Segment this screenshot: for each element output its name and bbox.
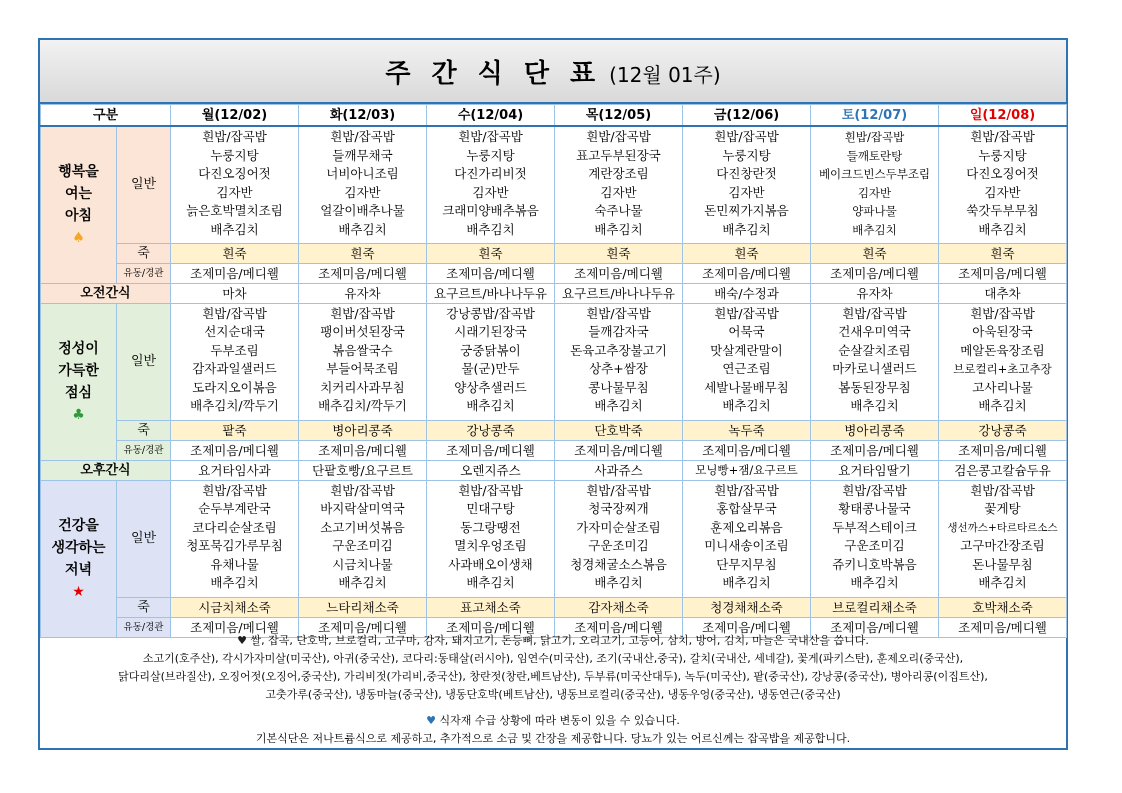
menu-cell: 흰밥/잡곡밥 누룽지탕 다진가리비젓 김자반 크래미양배추볶음 배추김치 [427,126,555,243]
snack-cell: 대추차 [939,283,1067,303]
drink-label: 유동/경관 [117,617,171,637]
juk-cell: 병아리콩죽 [811,420,939,440]
drink-cell: 조제미음/메디웰 [427,440,555,460]
juk-cell: 흰죽 [555,243,683,263]
header-row [41,105,1067,127]
drink-cell: 조제미음/메디웰 [683,617,811,637]
drink-cell: 조제미음/메디웰 [555,617,683,637]
menu-cell: 흰밥/잡곡밥 아욱된장국 메알돈육장조림 브로컬리+초고추장 고사리나물 배추김치 [939,303,1067,420]
lunch-drink-row [41,440,1067,460]
change-note: ♥ 식자재 수급 상황에 따라 변동이 있을 수 있습니다. [426,714,680,727]
drink-cell: 조제미음/메디웰 [299,263,427,283]
juk-cell: 흰죽 [427,243,555,263]
day-header-sunday: 일(12/08) [939,105,1067,127]
menu-cell: 흰밥/잡곡밥 황태콩나물국 두부적스테이크 구운조미김 쥬키니호박볶음 배추김치 [811,480,939,597]
heart-icon: ♥ [426,714,436,727]
club-icon: ♣ [72,406,85,423]
title-bar [40,40,1066,104]
drink-cell: 조제미음/메디웰 [811,263,939,283]
pm-snack-label: 오후간식 [41,460,171,480]
day-header-saturday: 토(12/07) [811,105,939,127]
juk-label: 죽 [117,420,171,440]
menu-cell: 흰밥/잡곡밥 들깨토란탕 베이크드빈스두부조림 김자반 양파나물 배추김치 [811,126,939,243]
juk-cell: 감자채소죽 [555,597,683,617]
menu-cell: 강낭콩밥/잡곡밥 시래기된장국 궁중닭볶이 물(군)만두 양상추샐러드 배추김치 [427,303,555,420]
menu-cell: 흰밥/잡곡밥 들깨무채국 너비아니조림 김자반 얼갈이배추나물 배추김치 [299,126,427,243]
drink-cell: 조제미음/메디웰 [299,440,427,460]
dinner-label: 건강을 생각하는 저녁 ★ [41,480,117,637]
pm-snack-row [41,460,1067,480]
menu-cell: 흰밥/잡곡밥 어묵국 맛살계란말이 연근조림 세발나물배무침 배추김치 [683,303,811,420]
snack-cell: 배숙/수정과 [683,283,811,303]
origin-note: 고춧가루(중국산), 냉동마늘(중국산), 냉동단호박(베트남산), 냉동브로컬리(중국산), 냉동우엉(중국산), 냉동연근(중국산) [265,688,841,701]
day-header: 금(12/06) [683,105,811,127]
general-label: 일반 [117,303,171,420]
drink-cell: 조제미음/메디웰 [171,617,299,637]
juk-cell: 흰죽 [939,243,1067,263]
menu-frame [38,38,1068,750]
heart-icon: ♥ [237,634,247,647]
breakfast-drink-row [41,263,1067,283]
lunch-juk-row [41,420,1067,440]
drink-cell: 조제미음/메디웰 [299,617,427,637]
star-icon: ★ [72,583,85,600]
am-snack-row [41,283,1067,303]
juk-cell: 병아리콩죽 [299,420,427,440]
snack-cell: 유자차 [299,283,427,303]
drink-label: 유동/경관 [117,263,171,283]
menu-cell: 흰밥/잡곡밥 들깨감자국 돈육고추장불고기 상추+쌈장 콩나물무침 배추김치 [555,303,683,420]
snack-cell: 사과쥬스 [555,460,683,480]
juk-cell: 팥죽 [171,420,299,440]
juk-cell: 시금치채소죽 [171,597,299,617]
menu-cell: 흰밥/잡곡밥 민대구탕 동그랑땡전 멸치우엉조림 사과배오이생채 배추김치 [427,480,555,597]
page-title: 주 간 식 단 표 [385,59,602,89]
drink-cell: 조제미음/메디웰 [811,440,939,460]
juk-cell: 호박채소죽 [939,597,1067,617]
juk-cell: 브로컬리채소죽 [811,597,939,617]
lunch-general-row [41,303,1067,420]
menu-cell: 흰밥/잡곡밥 누룽지탕 다진창란젓 김자반 돈민찌가지볶음 배추김치 [683,126,811,243]
menu-cell: 흰밥/잡곡밥 바지락살미역국 소고기버섯볶음 구운조미김 시금치나물 배추김치 [299,480,427,597]
menu-cell: 흰밥/잡곡밥 꽃게탕 생선까스+타르타르소스 고구마간장조림 돈나물무침 배추김치 [939,480,1067,597]
drink-cell: 조제미음/메디웰 [555,263,683,283]
week-label: (12월 01주) [609,63,721,87]
snack-cell: 요구르트/바나나두유 [555,283,683,303]
breakfast-label: 행복을 여는 아침 ♠ [41,126,117,283]
juk-cell: 흰죽 [299,243,427,263]
drink-cell: 조제미음/메디웰 [939,263,1067,283]
breakfast-general-row [41,126,1067,243]
menu-cell: 흰밥/잡곡밥 순두부계란국 코다리순살조림 청포묵김가루무침 유채나물 배추김치 [171,480,299,597]
drink-cell: 조제미음/메디웰 [811,617,939,637]
juk-cell: 흰죽 [171,243,299,263]
menu-cell: 흰밥/잡곡밥 청국장찌개 가자미순살조림 구운조미김 청경채굴소스볶음 배추김치 [555,480,683,597]
menu-cell: 흰밥/잡곡밥 건새우미역국 순살갈치조림 마카로니샐러드 봄동된장무침 배추김치 [811,303,939,420]
lunch-label: 정성이 가득한 점심 ♣ [41,303,117,460]
juk-cell: 강낭콩죽 [939,420,1067,440]
drink-cell: 조제미음/메디웰 [427,617,555,637]
drink-cell: 조제미음/메디웰 [171,440,299,460]
drink-cell: 조제미음/메디웰 [427,263,555,283]
juk-cell: 느타리채소죽 [299,597,427,617]
snack-cell: 오렌지쥬스 [427,460,555,480]
menu-cell: 흰밥/잡곡밥 선지순대국 두부조림 감자과일샐러드 도라지오이볶음 배추김치/깍두기 [171,303,299,420]
general-label: 일반 [117,480,171,597]
snack-cell: 요구르트/바나나두유 [427,283,555,303]
header-label: 구분 [41,105,171,127]
menu-cell: 흰밥/잡곡밥 누룽지탕 다진오징어젓 김자반 늙은호박멸치조림 배추김치 [171,126,299,243]
dinner-general-row [41,480,1067,597]
general-label: 일반 [117,126,171,243]
juk-label: 죽 [117,243,171,263]
spade-icon: ♠ [72,229,85,246]
drink-cell: 조제미음/메디웰 [939,617,1067,637]
drink-cell: 조제미음/메디웰 [939,440,1067,460]
snack-cell: 요거타임사과 [171,460,299,480]
menu-cell: 흰밥/잡곡밥 표고두부된장국 계란장조림 김자반 숙주나물 배추김치 [555,126,683,243]
juk-cell: 표고채소죽 [427,597,555,617]
snack-cell: 마차 [171,283,299,303]
juk-cell: 녹두죽 [683,420,811,440]
day-header: 월(12/02) [171,105,299,127]
juk-cell: 흰죽 [811,243,939,263]
menu-cell: 흰밥/잡곡밥 팽이버섯된장국 볶음쌀국수 부들어묵조림 치커리사과무침 배추김치/깍두기 [299,303,427,420]
snack-cell: 요거타임딸기 [811,460,939,480]
origin-note: ♥ 쌀, 잡곡, 단호박, 브로컬리, 고구마, 감자, 돼지고기, 돈등뼈, 닭고기, 오리고기, 고등어, 삼치, 방어, 김치, 마늘은 국내산을 씁니다. [237,634,869,647]
snack-cell: 모닝빵+잼/요구르트 [683,460,811,480]
breakfast-juk-row [41,243,1067,263]
juk-cell: 흰죽 [683,243,811,263]
day-header: 수(12/04) [427,105,555,127]
drink-cell: 조제미음/메디웰 [683,440,811,460]
policy-note: 기본식단은 저나트륨식으로 제공하고, 추가적으로 소금 및 간장을 제공합니다. 당뇨가 있는 어르신께는 잡곡밥을 제공합니다. [255,732,851,745]
origin-note: 소고기(호주산), 각시가자미살(미국산), 아귀(중국산), 코다리:동태살(러시아), 임연수(미국산), 조기(국내산,중국), 갈치(국내산, 세네갈), 꽃게(파키스탄), 훈제오리(중국산), [142,652,964,665]
dinner-juk-row [41,597,1067,617]
menu-cell: 흰밥/잡곡밥 홍합살무국 훈제오리볶음 미니새송이조림 단무지무침 배추김치 [683,480,811,597]
menu-table [40,104,1067,638]
juk-label: 죽 [117,597,171,617]
drink-cell: 조제미음/메디웰 [171,263,299,283]
snack-cell: 단팥호빵/요구르트 [299,460,427,480]
juk-cell: 강낭콩죽 [427,420,555,440]
drink-cell: 조제미음/메디웰 [683,263,811,283]
snack-cell: 검은콩고칼슘두유 [939,460,1067,480]
day-header: 목(12/05) [555,105,683,127]
drink-label: 유동/경관 [117,440,171,460]
juk-cell: 청경채채소죽 [683,597,811,617]
juk-cell: 단호박죽 [555,420,683,440]
snack-cell: 유자차 [811,283,939,303]
notes-section [40,632,1066,748]
drink-cell: 조제미음/메디웰 [555,440,683,460]
menu-cell: 흰밥/잡곡밥 누룽지탕 다진오징어젓 김자반 쑥갓두부무침 배추김치 [939,126,1067,243]
am-snack-label: 오전간식 [41,283,171,303]
origin-note: 닭다리살(브라질산), 오징어젓(오징어,중국산), 가리비젓(가리비,중국산), 창란젓(창란,베트남산), 두부류(미국산대두), 녹두(미국산), 팥(중국산), 강낭콩(중국산), 병아리콩(이집트산), [118,670,988,683]
day-header: 화(12/03) [299,105,427,127]
